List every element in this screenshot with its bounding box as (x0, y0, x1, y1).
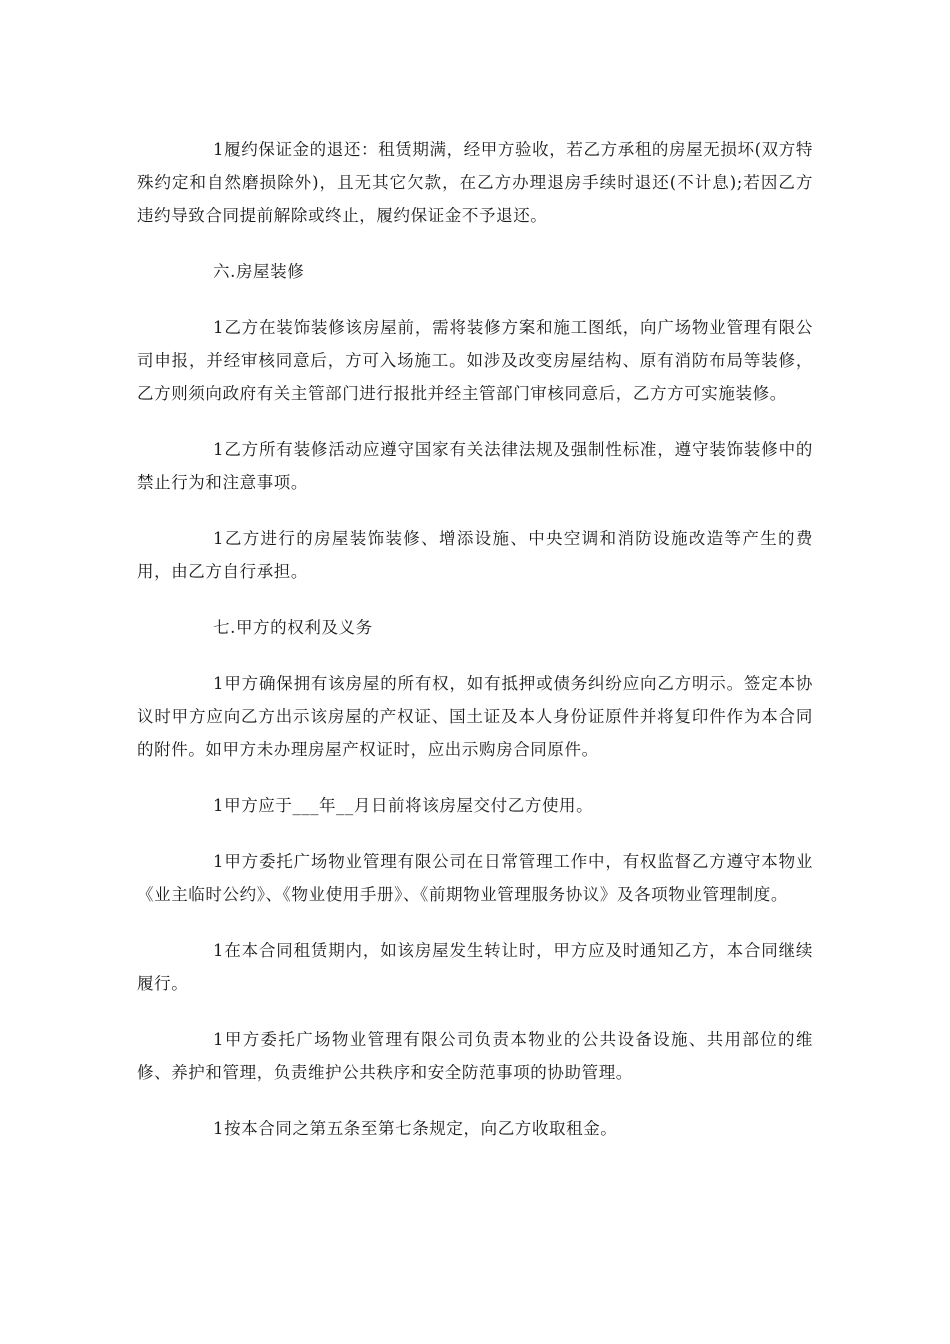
paragraph-maintenance: 1甲方委托广场物业管理有限公司负责本物业的公共设备设施、共用部位的维修、养护和管理，负责维护公共秩序和安全防范事项的协助管理。 (137, 1030, 813, 1082)
section-heading-party-a-rights: 七.甲方的权利及义务 (213, 618, 373, 637)
paragraph-delivery-date: 1甲方应于___年__月日前将该房屋交付乙方使用。 (213, 796, 594, 815)
paragraph-supervision: 1甲方委托广场物业管理有限公司在日常管理工作中，有权监督乙方遵守本物业《业主临时公约》、《物业使用手册》、《前期物业管理服务协议》及各项物业管理制度。 (137, 852, 813, 904)
paragraph-renovation-costs: 1乙方进行的房屋装饰装修、增添设施、中央空调和消防设施改造等产生的费用，由乙方自行承担。 (137, 529, 813, 581)
paragraph-deposit-refund: 1履约保证金的退还：租赁期满，经甲方验收，若乙方承租的房屋无损坏(双方特殊约定和自然磨损除外)，且无其它欠款，在乙方办理退房手续时退还(不计息);若因乙方违约导致合同提前解除或终止，履约保证金不予退还。 (137, 140, 813, 225)
paragraph-transfer-notice: 1在本合同租赁期内，如该房屋发生转让时，甲方应及时通知乙方，本合同继续履行。 (137, 941, 813, 993)
document-body (137, 133, 813, 1168)
section-heading-renovation: 六.房屋装修 (213, 262, 305, 281)
paragraph-renovation-compliance: 1乙方所有装修活动应遵守国家有关法律法规及强制性标准，遵守装饰装修中的禁止行为和注意事项。 (137, 440, 813, 492)
paragraph-rent-collection: 1按本合同之第五条至第七条规定，向乙方收取租金。 (213, 1119, 618, 1138)
paragraph-renovation-approval: 1乙方在装饰装修该房屋前，需将装修方案和施工图纸，向广场物业管理有限公司申报，并经审核同意后，方可入场施工。如涉及改变房屋结构、原有消防布局等装修，乙方则须向政府有关主管部门进行报批并经主管部门审核同意后，乙方方可实施装修。 (137, 318, 813, 403)
paragraph-ownership: 1甲方确保拥有该房屋的所有权，如有抵押或债务纠纷应向乙方明示。签定本协议时甲方应向乙方出示该房屋的产权证、国土证及本人身份证原件并将复印件作为本合同的附件。如甲方未办理房屋产权证时，应出示购房合同原件。 (137, 674, 813, 759)
